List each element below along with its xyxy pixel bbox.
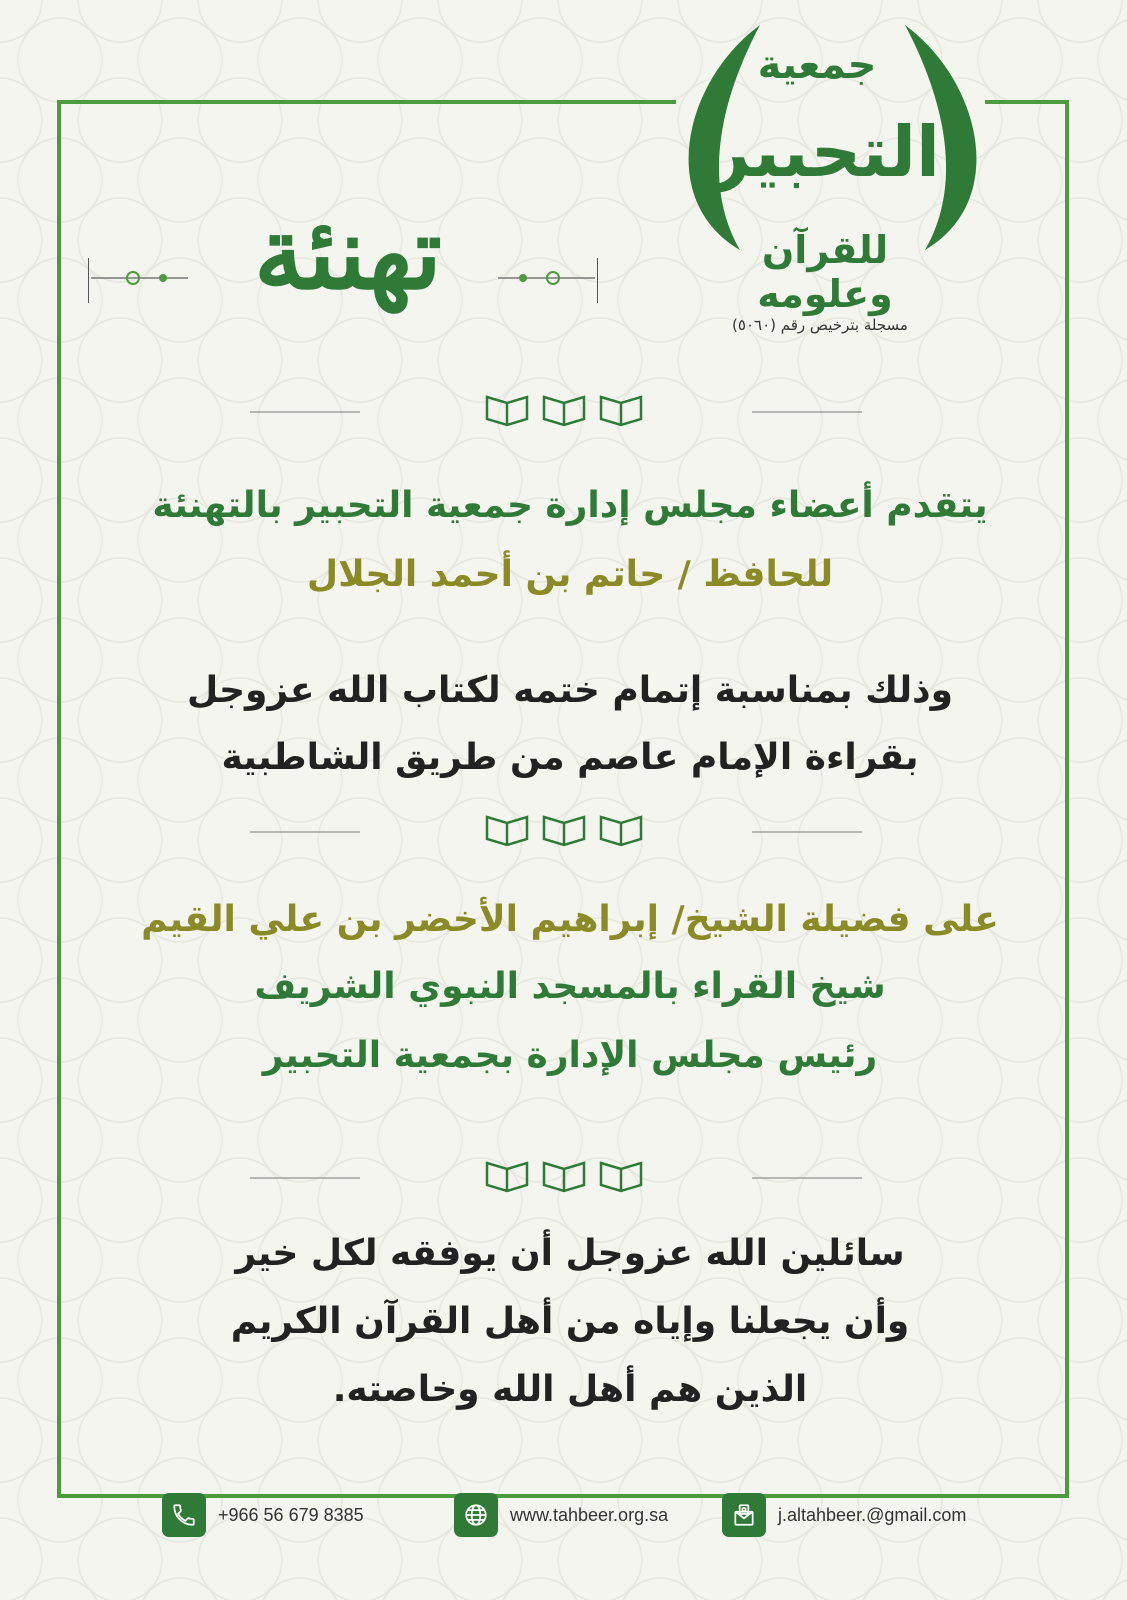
page-title: تهنئة [254,194,442,312]
sheikh-title-1: شيخ القراء بالمسجد النبوي الشريف [254,966,886,1007]
website-url: www.tahbeer.org.sa [510,1504,669,1525]
contact-phone[interactable] [162,1490,364,1540]
frame-top-edge-right [985,100,1069,104]
prayer-line-1: سائلين الله عزوجل أن يوفقه لكل خير [235,1233,905,1274]
sheikh-title-2: رئيس مجلس الإدارة بجمعية التحبير [262,1035,878,1076]
contact-email[interactable] [722,1490,966,1540]
phone-icon [162,1493,206,1537]
logo-name: التحبير [710,111,940,193]
book-divider [0,385,1127,435]
occasion-line-2: بقراءة الإمام عاصم من طريق الشاطبية [221,737,919,778]
email-address: j.altahbeer.@gmail.com [778,1504,967,1525]
logo-association-word: جمعية [757,42,877,88]
title-block [88,178,598,333]
envelope-icon [722,1493,766,1537]
contact-website[interactable] [454,1490,668,1540]
book-divider [0,805,1127,855]
book-divider [0,1151,1127,1201]
sheikh-name: على فضيلة الشيخ/ إبراهيم الأخضر بن علي القيم [141,899,999,940]
occasion-line-1: وذلك بمناسبة إتمام ختمه لكتاب الله عزوجل [186,670,954,711]
logo-registration: مسجلة بترخيص رقم (٥٠٦٠) [732,316,908,334]
phone-number: +966 56 679 8385 [218,1504,364,1525]
prayer-line-3: الذين هم أهل الله وخاصته. [332,1369,808,1410]
frame-top-edge-left [57,100,676,104]
prayer-line-2: وأن يجعلنا وإياه من أهل القرآن الكريم [230,1301,910,1342]
globe-icon [454,1493,498,1537]
honoree-name: للحافظ / حاتم بن أحمد الجلال [306,554,834,595]
logo-subtitle: للقرآن وعلومه [757,228,893,316]
intro-line-1: يتقدم أعضاء مجلس إدارة جمعية التحبير بالتهنئة [152,485,988,526]
